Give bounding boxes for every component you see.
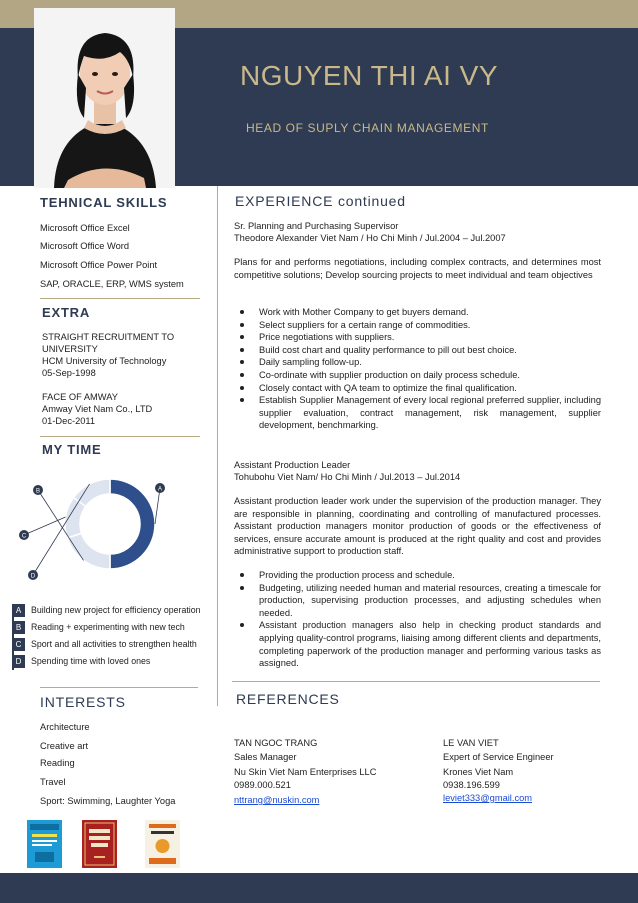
job-position: Assistant Production Leader (234, 460, 351, 470)
ref-name: TAN NGOC TRANG (234, 738, 318, 748)
skill-item: SAP, ORACLE, ERP, WMS system (40, 279, 184, 289)
footer-band (0, 873, 638, 903)
book-cover-3 (145, 820, 180, 868)
job-summary: Plans for and performs negotiations, including complex contracts, and determines most competitive solutions; Develop sourcing projects to meet individual and team objectives (234, 257, 601, 280)
section-title-skills: TEHNICAL SKILLS (40, 195, 168, 210)
ref-email-link[interactable]: nttrang@nuskin.com (234, 795, 320, 805)
interest-item: Sport: Swimming, Laughter Yoga (40, 796, 176, 806)
interest-item: Architecture (40, 722, 90, 732)
donut-slice-a (110, 479, 155, 569)
legend-item-a (12, 604, 201, 617)
divider (232, 681, 600, 682)
ref-title: Expert of Service Engineer (443, 752, 554, 762)
extra-line: 05-Sep-1998 (42, 368, 96, 378)
legend-text: Sport and all activities to strengthen health (31, 638, 197, 649)
skill-item: Microsoft Office Word (40, 241, 130, 251)
job-position: Sr. Planning and Purchasing Supervisor (234, 221, 399, 231)
job-summary: Assistant production leader work under the supervision of the production manager. They are responsible in planning, coordinating and controlling of manufactured processes. Assistant production managers monitor production of goods or the effectiveness of services, ensure accurate amount is produced at the right quality and cost and provides administrative support to production staff. (234, 496, 601, 557)
marker-line-a (155, 486, 163, 524)
legend-item-c (12, 638, 197, 651)
legend-text: Reading + experimenting with new tech (31, 621, 185, 632)
job-company: Tohubohu Viet Nam/ Ho Chi Minh / Jul.2013 – Jul.2014 (234, 472, 461, 482)
profile-photo (34, 8, 175, 188)
section-title-interests: INTERESTS (40, 694, 126, 710)
duty-item: Work with Mother Company to get buyers demand. (234, 306, 601, 319)
duty-item: Price negotiations with suppliers. (234, 331, 601, 344)
duty-item: Assistant production managers also help in checking product standards and applying quality-control programs, liaising among different clients and departments, completing paperwork of the production manager and performing various tasks as assigned. (234, 619, 601, 669)
book-cover-1 (27, 820, 62, 868)
legend-key: C (12, 638, 25, 651)
extra-line: STRAIGHT RECRUITMENT TO (42, 332, 175, 342)
duty-item: Build cost chart and quality performance to pill out best choice. (234, 344, 601, 357)
candidate-name: NGUYEN THI AI VY (240, 60, 498, 91)
job-duties-list (234, 569, 601, 670)
marker-label-a: A (157, 486, 163, 493)
legend-text: Building new project for efficiency operation (31, 604, 201, 615)
donut-slice-b (67, 533, 110, 569)
section-title-extra: EXTRA (42, 305, 91, 320)
ref-company: Krones Viet Nam (443, 767, 514, 777)
job-company: Theodore Alexander Viet Nam / Ho Chi Minh / Jul.2004 – Jul.2007 (234, 233, 506, 243)
extra-line: UNIVERSITY (42, 344, 98, 354)
marker-label-b: B (35, 488, 41, 495)
job-duties-list (234, 306, 601, 432)
divider (40, 436, 200, 437)
duty-item: Select suppliers for a certain range of commodities. (234, 319, 601, 332)
duty-item: Daily sampling follow-up. (234, 356, 601, 369)
legend-key: B (12, 621, 25, 634)
legend-key: A (12, 604, 25, 617)
extra-line: FACE OF AMWAY (42, 392, 118, 402)
duty-item: Providing the production process and schedule. (234, 569, 601, 582)
legend-item-d (12, 655, 150, 668)
skill-item: Microsoft Office Excel (40, 223, 130, 233)
ref-phone: 0938.196.599 (443, 780, 500, 790)
time-donut-chart (21, 468, 190, 588)
ref-phone: 0989.000.521 (234, 780, 291, 790)
duty-item: Closely contact with QA team to optimize the final qualification. (234, 382, 601, 395)
duty-item: Co-ordinate with supplier production on daily process schedule. (234, 369, 601, 382)
skill-item: Microsoft Office Power Point (40, 260, 158, 270)
section-title-experience: EXPERIENCE continued (235, 193, 406, 209)
divider (40, 687, 198, 688)
extra-line: Amway Viet Nam Co., LTD (42, 404, 153, 414)
interest-item: Travel (40, 777, 66, 787)
job-title: HEAD OF SUPLY CHAIN MANAGEMENT (246, 121, 489, 135)
marker-label-c: C (21, 533, 27, 540)
legend-key: D (12, 655, 25, 668)
column-divider (217, 186, 218, 706)
divider (40, 298, 200, 299)
duty-item: Budgeting, utilizing needed human and material resources, creating a timescale for production, supervising production processes, and adjusting schedules when needed. (234, 582, 601, 620)
extra-line: HCM University of Technology (42, 356, 167, 366)
ref-title: Sales Manager (234, 752, 297, 762)
interest-item: Creative art (40, 741, 89, 751)
ref-name: LE VAN VIET (443, 738, 499, 748)
ref-company: Nu Skin Viet Nam Enterprises LLC (234, 767, 377, 777)
section-title-references: REFERENCES (236, 691, 340, 707)
legend-item-b (12, 621, 185, 634)
duty-item: Establish Supplier Management of every local regional preferred supplier, including supplier evaluation, contract management, risk management, supplier development, benchmarking. (234, 394, 601, 432)
extra-line: 01-Dec-2011 (42, 416, 96, 426)
book-cover-2 (82, 820, 117, 868)
legend-text: Spending time with loved ones (31, 655, 151, 666)
interest-item: Reading (40, 758, 75, 768)
section-title-mytime: MY TIME (42, 442, 102, 457)
donut-slice-d (74, 479, 110, 506)
marker-label-d: D (30, 573, 36, 580)
ref-email-link[interactable]: leviet333@gmail.com (443, 793, 533, 803)
